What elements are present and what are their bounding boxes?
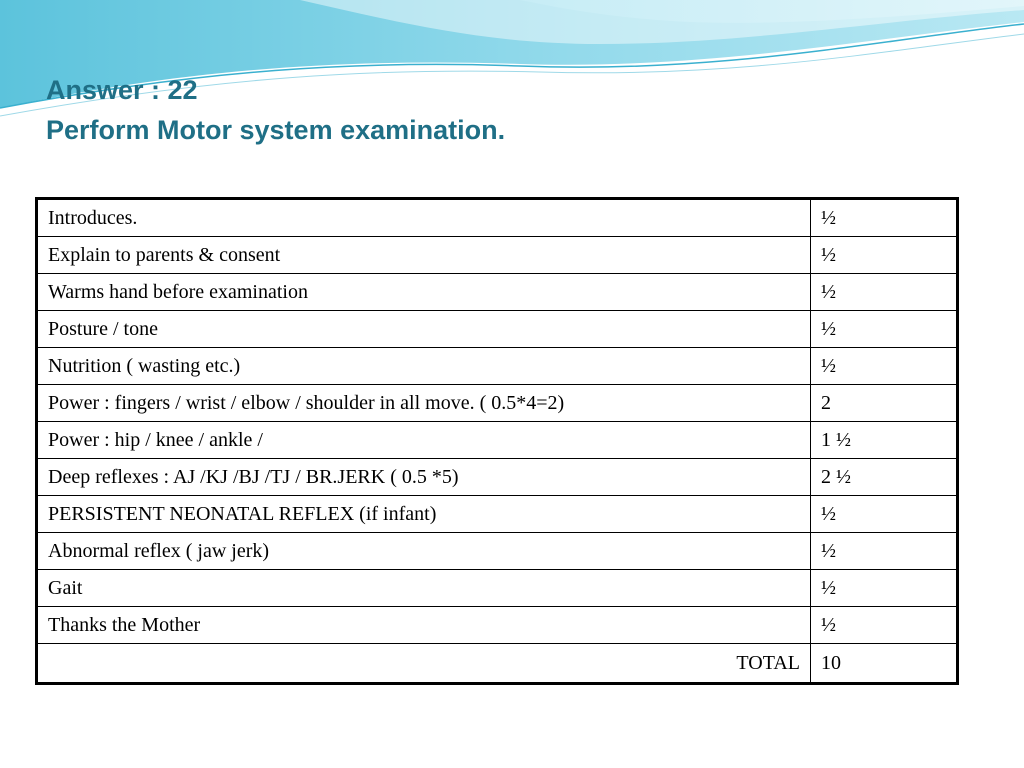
table-row (37, 570, 958, 607)
table-row (37, 533, 958, 570)
table-row (37, 348, 958, 385)
table-row (37, 199, 958, 237)
table-row (37, 422, 958, 459)
row-item: Introduces. (37, 199, 811, 237)
title-answer-number: Answer : 22 (46, 75, 198, 105)
row-marks: ½ (811, 237, 958, 274)
row-item: Power : hip / knee / ankle / (37, 422, 811, 459)
marking-scheme-table (35, 197, 959, 685)
row-item: Warms hand before examination (37, 274, 811, 311)
total-label: TOTAL (37, 644, 811, 684)
table-row (37, 274, 958, 311)
table-row (37, 385, 958, 422)
table-row (37, 311, 958, 348)
row-item: Gait (37, 570, 811, 607)
row-marks: ½ (811, 311, 958, 348)
table-row (37, 496, 958, 533)
row-item: PERSISTENT NEONATAL REFLEX (if infant) (37, 496, 811, 533)
row-item: Nutrition ( wasting etc.) (37, 348, 811, 385)
row-marks: 1 ½ (811, 422, 958, 459)
title-question: Perform Motor system examination. (46, 115, 506, 145)
row-marks: ½ (811, 570, 958, 607)
row-item: Deep reflexes : AJ /KJ /BJ /TJ / BR.JERK ( 0.5 *5) (37, 459, 811, 496)
table-row (37, 237, 958, 274)
row-item: Explain to parents & consent (37, 237, 811, 274)
row-marks: ½ (811, 199, 958, 237)
row-item: Abnormal reflex ( jaw jerk) (37, 533, 811, 570)
row-item: Posture / tone (37, 311, 811, 348)
table-row (37, 607, 958, 644)
table-row (37, 459, 958, 496)
row-marks: 2 ½ (811, 459, 958, 496)
row-marks: ½ (811, 496, 958, 533)
row-item: Power : fingers / wrist / elbow / shoulder in all move. ( 0.5*4=2) (37, 385, 811, 422)
row-marks: ½ (811, 533, 958, 570)
row-marks: ½ (811, 607, 958, 644)
row-marks: 2 (811, 385, 958, 422)
slide-title (46, 70, 505, 150)
total-value: 10 (811, 644, 958, 684)
total-row (37, 644, 958, 684)
row-marks: ½ (811, 274, 958, 311)
row-marks: ½ (811, 348, 958, 385)
row-item: Thanks the Mother (37, 607, 811, 644)
